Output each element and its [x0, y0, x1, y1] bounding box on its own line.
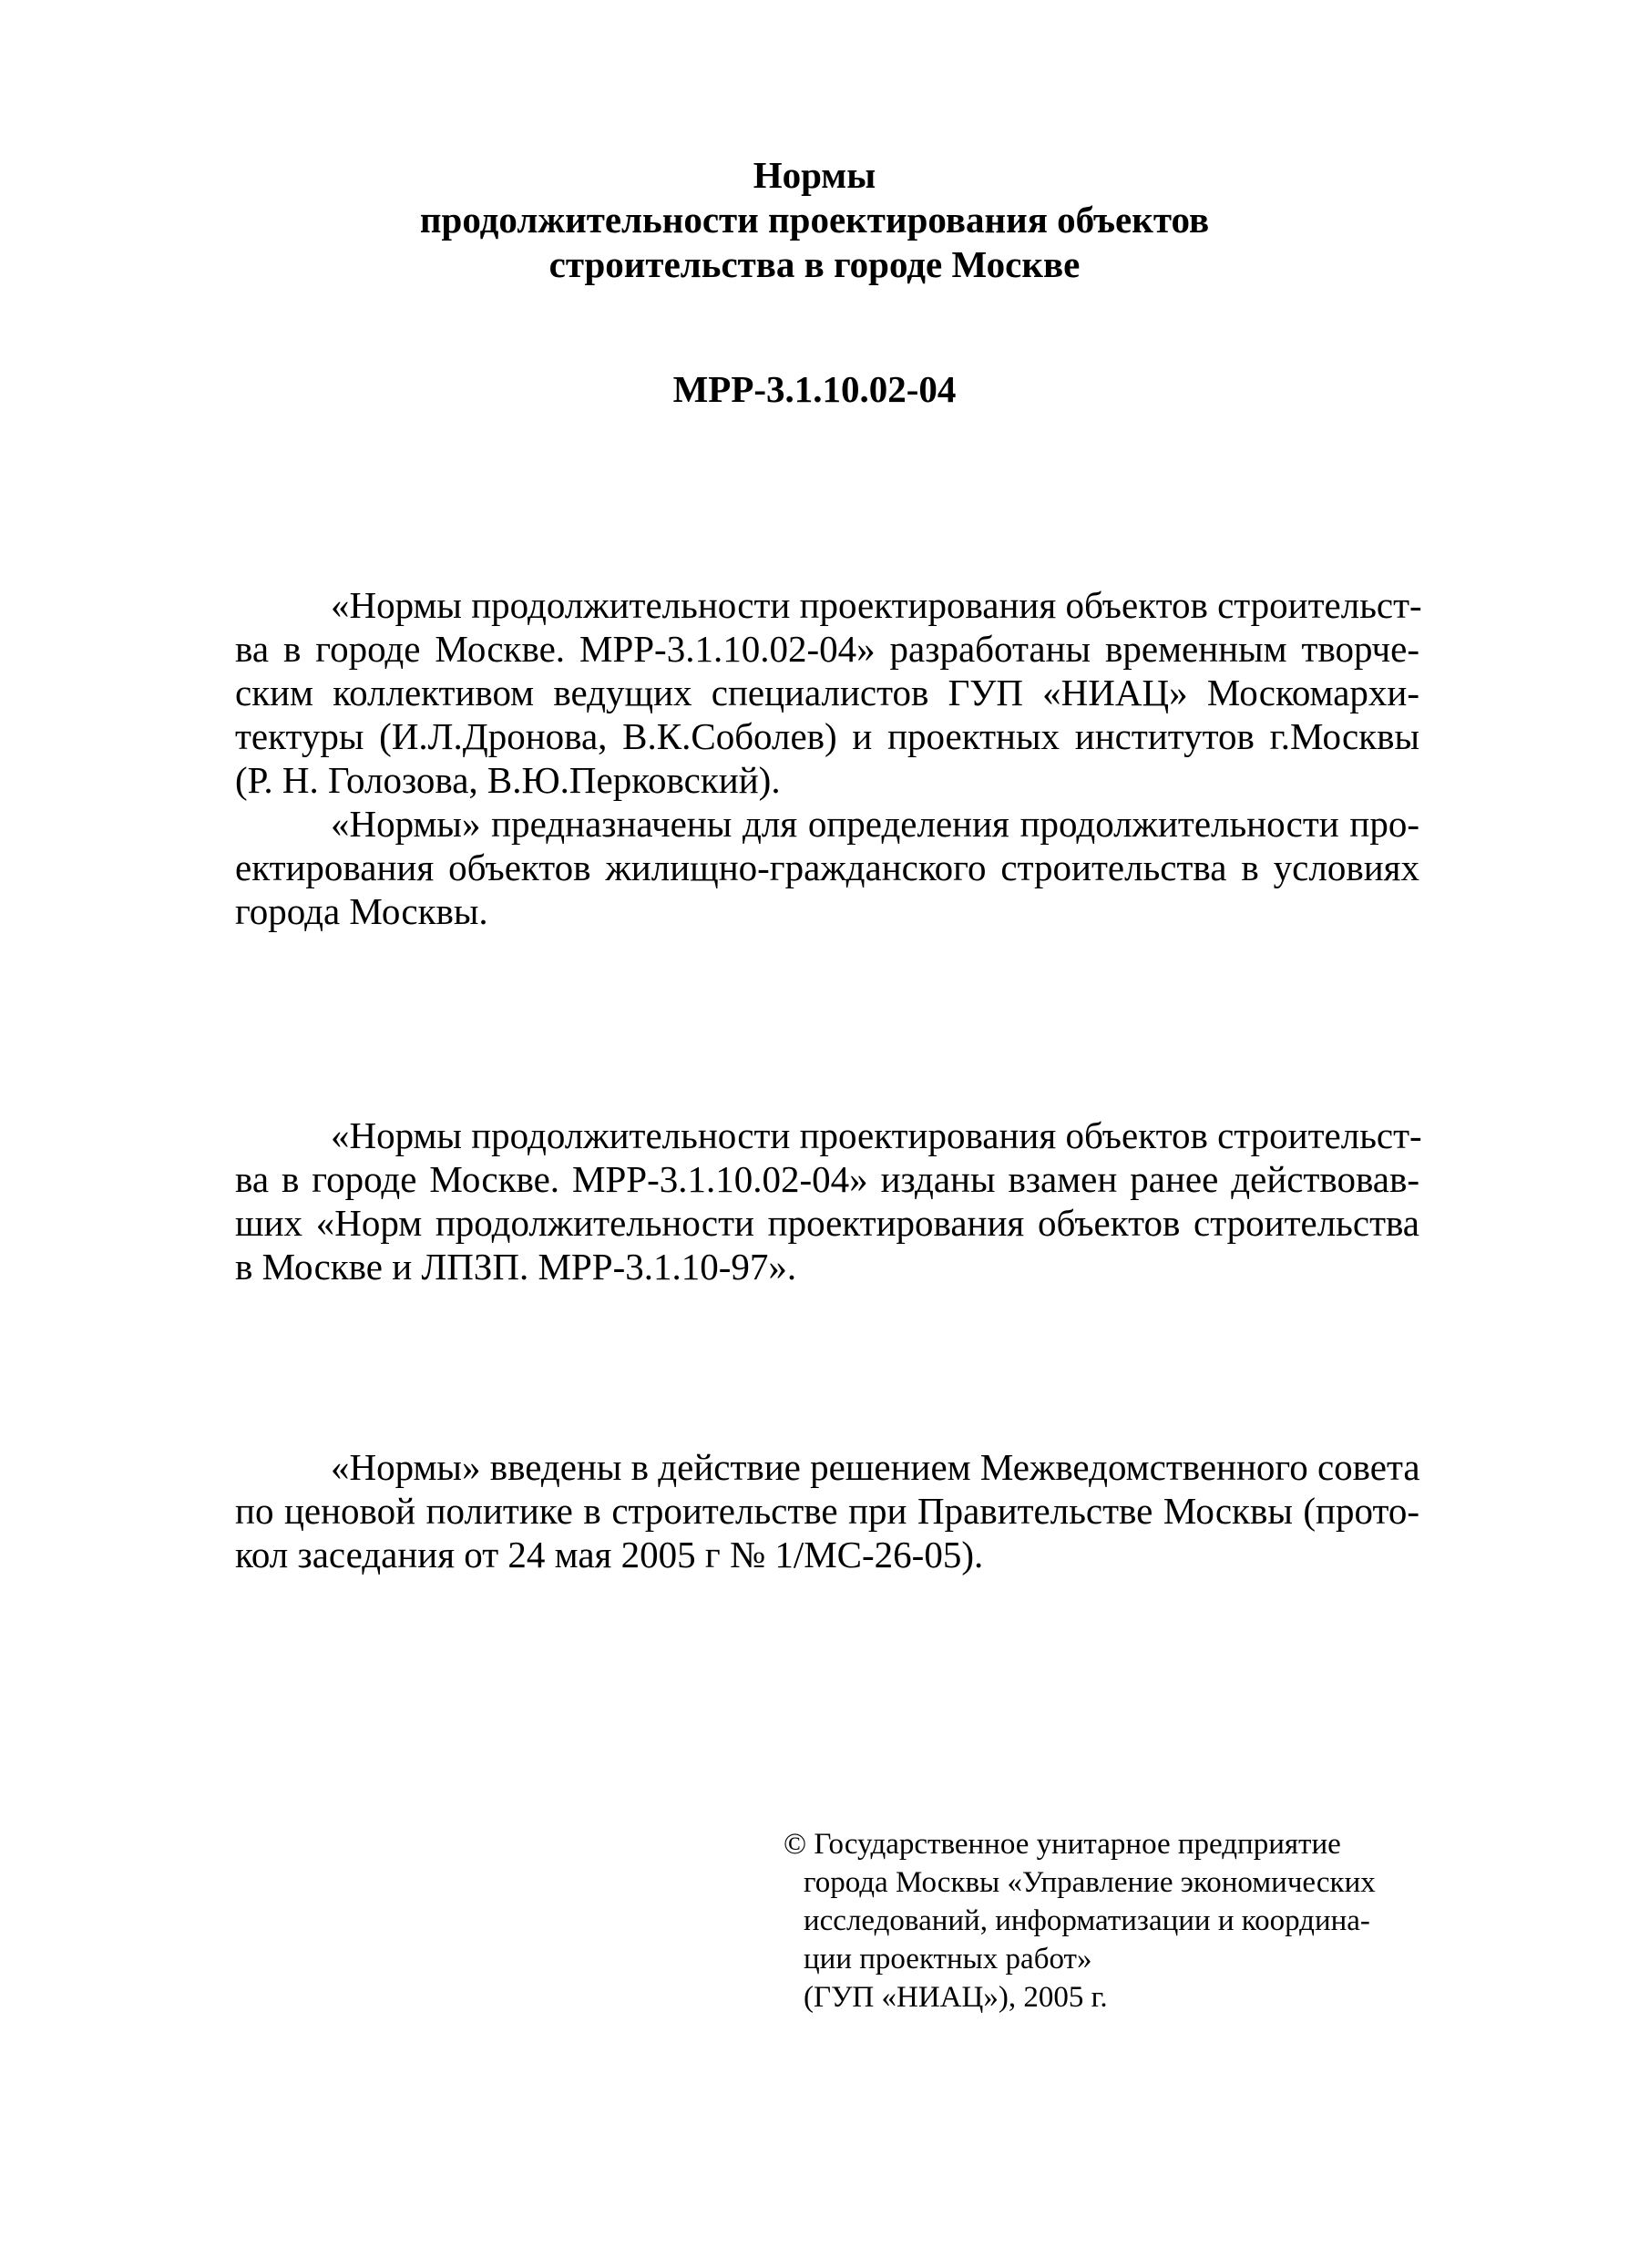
paragraph-line: города Москвы.: [235, 890, 488, 932]
copyright-line: ции проектных работ»: [804, 1943, 1092, 1976]
copyright-line: исследований, информатизации и координа-: [804, 1904, 1370, 1937]
paragraph-line: «Нормы продолжительности проектирования объектов строительст-: [331, 584, 1422, 626]
copyright-notice: [784, 1825, 1430, 2017]
paragraph-line: ва в городе Москве. МРР-3.1.10.02-04» разработаны временным творче-: [235, 628, 1419, 670]
copyright-line: © Государственное унитарное предприятие: [784, 1828, 1341, 1861]
paragraph-line: по ценовой политике в строительстве при Правительстве Москвы (прото-: [235, 1490, 1419, 1532]
paragraph-line: тектуры (И.Л.Дронова, В.К.Соболев) и проектных институтов г.Москвы: [235, 715, 1419, 757]
paragraph-developers: [235, 583, 1422, 933]
paragraph-line: (Р. Н. Голозова, В.Ю.Перковский).: [235, 759, 781, 801]
paragraph-line: кол заседания от 24 мая 2005 г № 1/МС-26-05).: [235, 1534, 984, 1575]
paragraph-line: «Нормы» предназначены для определения продолжительности про-: [331, 803, 1419, 845]
title-line-1: Нормы: [753, 154, 876, 196]
paragraph-line: ва в городе Москве. МРР-3.1.10.02-04» изданы взамен ранее действовав-: [235, 1158, 1419, 1200]
title-line-3: строительства в городе Москве: [548, 243, 1081, 285]
document-code: МРР-3.1.10.02-04: [672, 368, 957, 410]
paragraph-line: ским коллективом ведущих специалистов ГУП «НИАЦ» Москомархи-: [235, 672, 1419, 713]
paragraph-replacement: [235, 1113, 1422, 1288]
document-title: [0, 153, 1629, 287]
title-line-2: продолжительности проектирования объектов: [419, 199, 1210, 241]
paragraph-line: ших «Норм продолжительности проектирования объектов строительства: [235, 1202, 1419, 1244]
paragraph-line: ектирования объектов жилищно-гражданского строительства в условиях: [235, 847, 1419, 888]
paragraph-line: «Нормы» введены в действие решением Межведомственного совета: [331, 1446, 1420, 1488]
paragraph-enactment: [235, 1445, 1419, 1576]
paragraph-line: «Нормы продолжительности проектирования объектов строительст-: [331, 1114, 1422, 1156]
paragraph-line: в Москве и ЛПЗП. МРР-3.1.10-97».: [235, 1246, 797, 1288]
copyright-line: (ГУП «НИАЦ»), 2005 г.: [804, 1981, 1108, 2014]
copyright-line: города Москвы «Управление экономических: [804, 1866, 1376, 1899]
